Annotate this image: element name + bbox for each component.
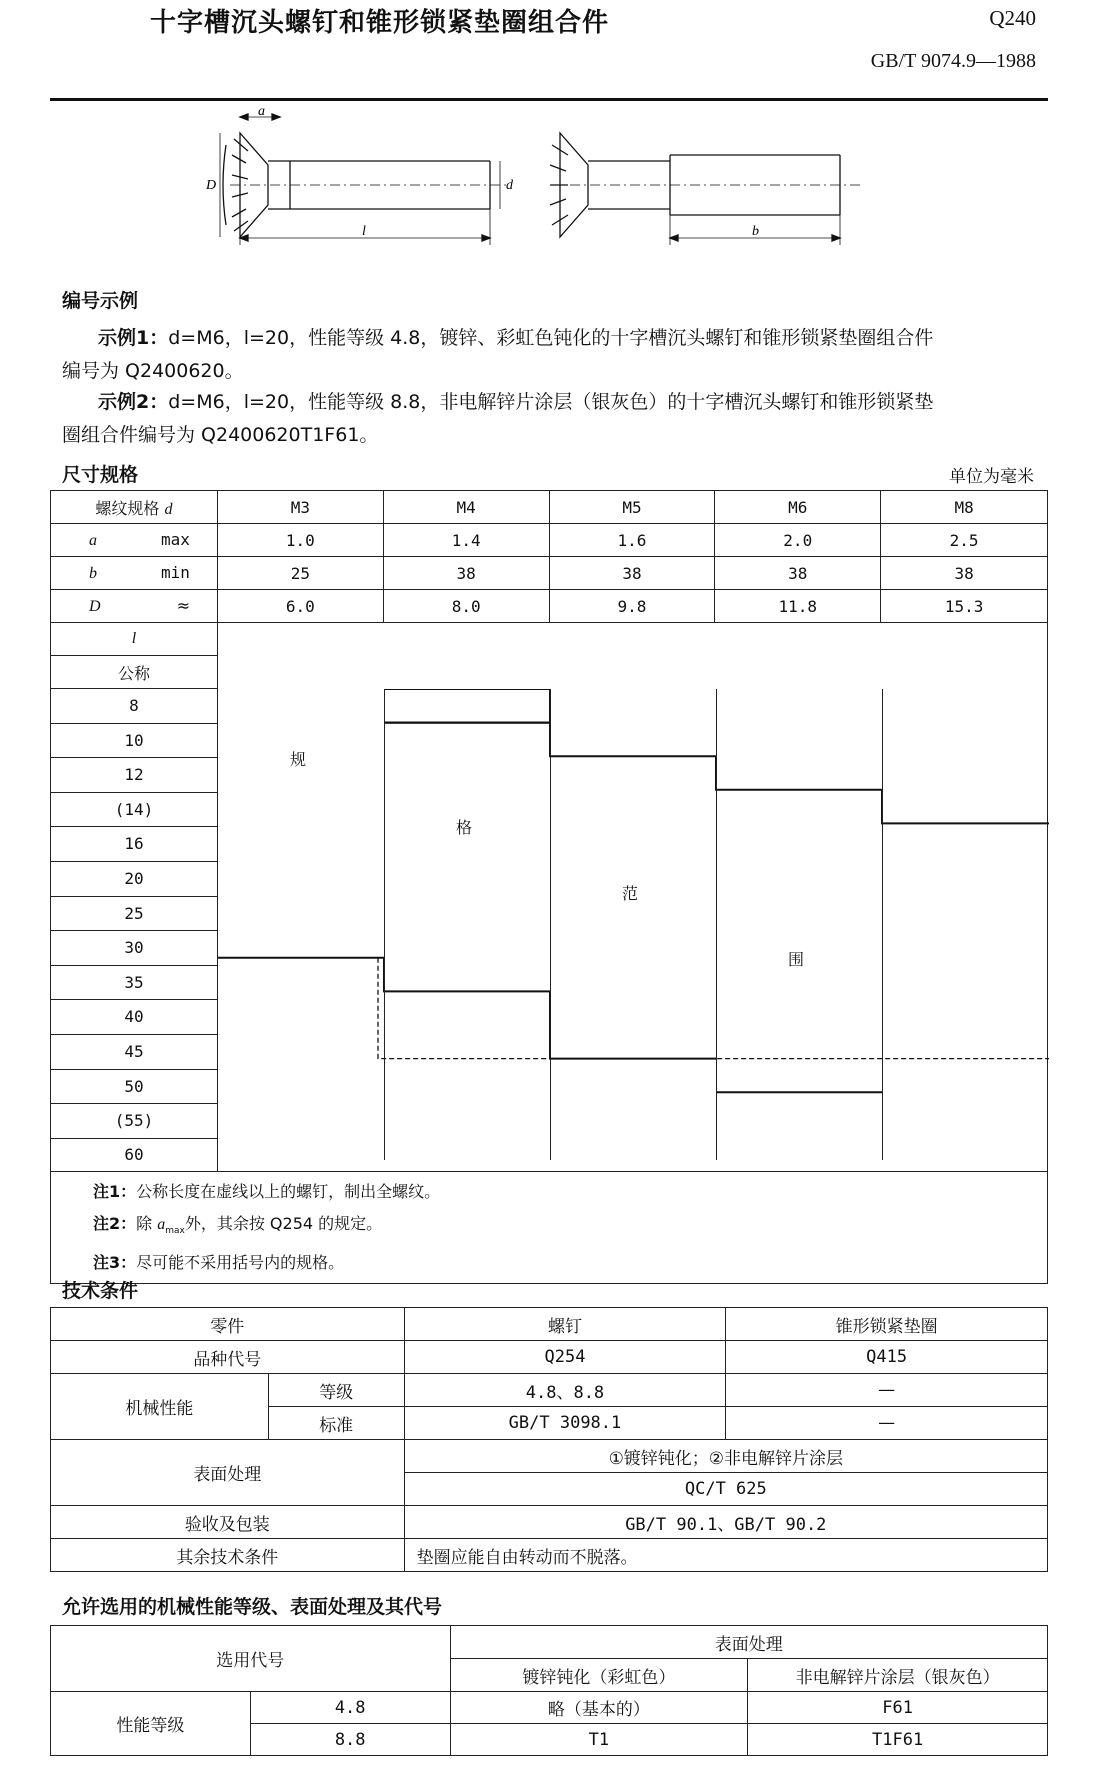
table-row	[51, 1374, 1048, 1407]
table-row	[51, 1341, 1048, 1374]
std-screw: GB/T 3098.1	[404, 1407, 726, 1440]
example-2-label: 示例2：	[98, 391, 169, 413]
options-heading: 允许选用的机械性能等级、表面处理及其代号	[62, 1596, 443, 1618]
surface-value-2: QC/T 625	[404, 1473, 1047, 1506]
col-screw: 螺钉	[404, 1308, 726, 1341]
table-row	[51, 1506, 1048, 1539]
param-label: D ≈	[51, 590, 218, 623]
length-cell: 16	[51, 827, 217, 862]
figure-label-a: a	[258, 105, 265, 119]
length-cell: 45	[51, 1035, 217, 1070]
tech-heading: 技术条件	[62, 1280, 139, 1302]
table-row	[51, 623, 1048, 656]
figure-label-D: D	[206, 178, 217, 193]
examples-heading: 编号示例	[62, 290, 139, 312]
standard-number: GB/T 9074.9—1988	[870, 50, 1036, 72]
part-code: Q240	[989, 6, 1036, 30]
value-cell: 1.6	[549, 524, 715, 557]
grade-value: 4.8	[250, 1692, 450, 1724]
example-1-cont: 编号为 Q2400620。	[62, 360, 244, 382]
dimensions-heading: 尺寸规格	[62, 464, 139, 486]
range-text-4: 围	[787, 949, 804, 969]
note-1: 注1：公称长度在虚线以上的螺钉，制出全螺纹。	[93, 1181, 441, 1201]
length-cell: 30	[51, 931, 217, 966]
table-row	[51, 557, 1048, 590]
zinc-code: 略（基本的）	[450, 1692, 748, 1724]
zinc-code: T1	[450, 1724, 748, 1756]
table-row	[51, 1308, 1048, 1341]
value-cell: 6.0	[217, 590, 383, 623]
range-text-2: 格	[455, 817, 472, 837]
table-row	[51, 1692, 1048, 1724]
tech-table	[50, 1307, 1048, 1572]
param-label: b min	[51, 557, 218, 590]
options-table	[50, 1625, 1048, 1756]
example-2-text: d=M6，l=20，性能等级 8.8，非电解锌片涂层（银灰色）的十字槽沉头螺钉和锥形锁紧垫	[168, 391, 934, 413]
grade-value: 8.8	[250, 1724, 450, 1756]
value-cell: 8.0	[383, 590, 549, 623]
range-text-3: 范	[621, 883, 638, 903]
value-cell: 25	[217, 557, 383, 590]
value-cell: 9.8	[549, 590, 715, 623]
mech-label: 机械性能	[51, 1374, 269, 1440]
table-row	[51, 1626, 1048, 1659]
lengths-column	[51, 689, 217, 1171]
thread-header: 螺纹规格 d	[51, 491, 218, 524]
surface-label: 表面处理	[51, 1440, 405, 1506]
variety-screw: Q254	[404, 1341, 726, 1374]
length-cell: 25	[51, 897, 217, 932]
value-cell: 1.0	[217, 524, 383, 557]
table-row	[51, 689, 1048, 1172]
size-cell: M8	[881, 491, 1048, 524]
table-row	[51, 1539, 1048, 1572]
col-flake: 非电解锌片涂层（银灰色）	[748, 1659, 1048, 1692]
unit-note: 单位为毫米	[949, 467, 1034, 487]
other-value: 垫圈应能自由转动而不脱落。	[404, 1539, 1047, 1572]
length-cell: 8	[51, 689, 217, 724]
example-1	[62, 322, 1042, 388]
col-part: 零件	[51, 1308, 405, 1341]
length-symbol: l	[51, 623, 218, 656]
table-row	[51, 590, 1048, 623]
accept-label: 验收及包装	[51, 1506, 405, 1539]
length-cell: 35	[51, 966, 217, 1001]
length-cell: 20	[51, 862, 217, 897]
size-cell: M3	[217, 491, 383, 524]
std-washer: —	[726, 1407, 1048, 1440]
size-cell: M4	[383, 491, 549, 524]
value-cell: 15.3	[881, 590, 1048, 623]
value-cell: 38	[383, 557, 549, 590]
example-1-label: 示例1：	[98, 327, 169, 349]
value-cell: 1.4	[383, 524, 549, 557]
note-3: 注3：尽可能不采用括号内的规格。	[93, 1252, 345, 1272]
length-nominal-label: 公称	[51, 656, 218, 689]
length-cell: 50	[51, 1070, 217, 1105]
assembly-drawing	[190, 105, 910, 270]
notes-row	[51, 1171, 1048, 1283]
length-cell: 10	[51, 724, 217, 759]
grade-washer: —	[726, 1374, 1048, 1407]
col-zinc: 镀锌钝化（彩虹色）	[450, 1659, 748, 1692]
range-area	[217, 689, 1047, 1172]
size-cell: M5	[549, 491, 715, 524]
surface-value-1: ①镀锌钝化；②非电解锌片涂层	[404, 1440, 1047, 1473]
flake-code: T1F61	[748, 1724, 1048, 1756]
size-cell: M6	[715, 491, 881, 524]
col-washer: 锥形锁紧垫圈	[726, 1308, 1048, 1341]
value-cell: 38	[881, 557, 1048, 590]
other-label: 其余技术条件	[51, 1539, 405, 1572]
grade-screw: 4.8、8.8	[404, 1374, 726, 1407]
figure-label-b: b	[752, 224, 759, 239]
length-cell: (14)	[51, 793, 217, 828]
std-label: 标准	[268, 1407, 404, 1440]
example-2-cont: 圈组合件编号为 Q2400620T1F61。	[62, 424, 379, 446]
grade-label: 等级	[268, 1374, 404, 1407]
example-1-text: d=M6，l=20，性能等级 4.8，镀锌、彩虹色钝化的十字槽沉头螺钉和锥形锁紧垫圈组合件	[168, 327, 934, 349]
figure-label-d: d	[506, 178, 513, 193]
grade-label: 性能等级	[51, 1692, 251, 1756]
variety-label: 品种代号	[51, 1341, 405, 1374]
table-row	[51, 524, 1048, 557]
value-cell: 11.8	[715, 590, 881, 623]
length-cell: (55)	[51, 1104, 217, 1139]
flake-code: F61	[748, 1692, 1048, 1724]
page-title: 十字槽沉头螺钉和锥形锁紧垫圈组合件	[150, 8, 610, 38]
length-cell: 12	[51, 758, 217, 793]
param-label: a max	[51, 524, 218, 557]
value-cell: 2.0	[715, 524, 881, 557]
dimension-table	[50, 490, 1048, 1284]
length-cell: 60	[124, 1144, 144, 1164]
table-row	[51, 491, 1048, 524]
value-cell: 38	[549, 557, 715, 590]
range-text-1: 规	[289, 749, 306, 769]
surface-header: 表面处理	[450, 1626, 1047, 1659]
figure-label-l: l	[362, 224, 366, 239]
header-divider	[50, 98, 1048, 101]
value-cell: 2.5	[881, 524, 1048, 557]
note-2: 注2：除 $a_{max}$外，其余按 Q254 的规定。	[93, 1213, 383, 1236]
code-label: 选用代号	[51, 1626, 451, 1692]
variety-washer: Q415	[726, 1341, 1048, 1374]
accept-value: GB/T 90.1、GB/T 90.2	[404, 1506, 1047, 1539]
example-2	[62, 386, 1042, 452]
length-cell: 40	[51, 1000, 217, 1035]
table-row	[51, 1440, 1048, 1473]
value-cell: 38	[715, 557, 881, 590]
